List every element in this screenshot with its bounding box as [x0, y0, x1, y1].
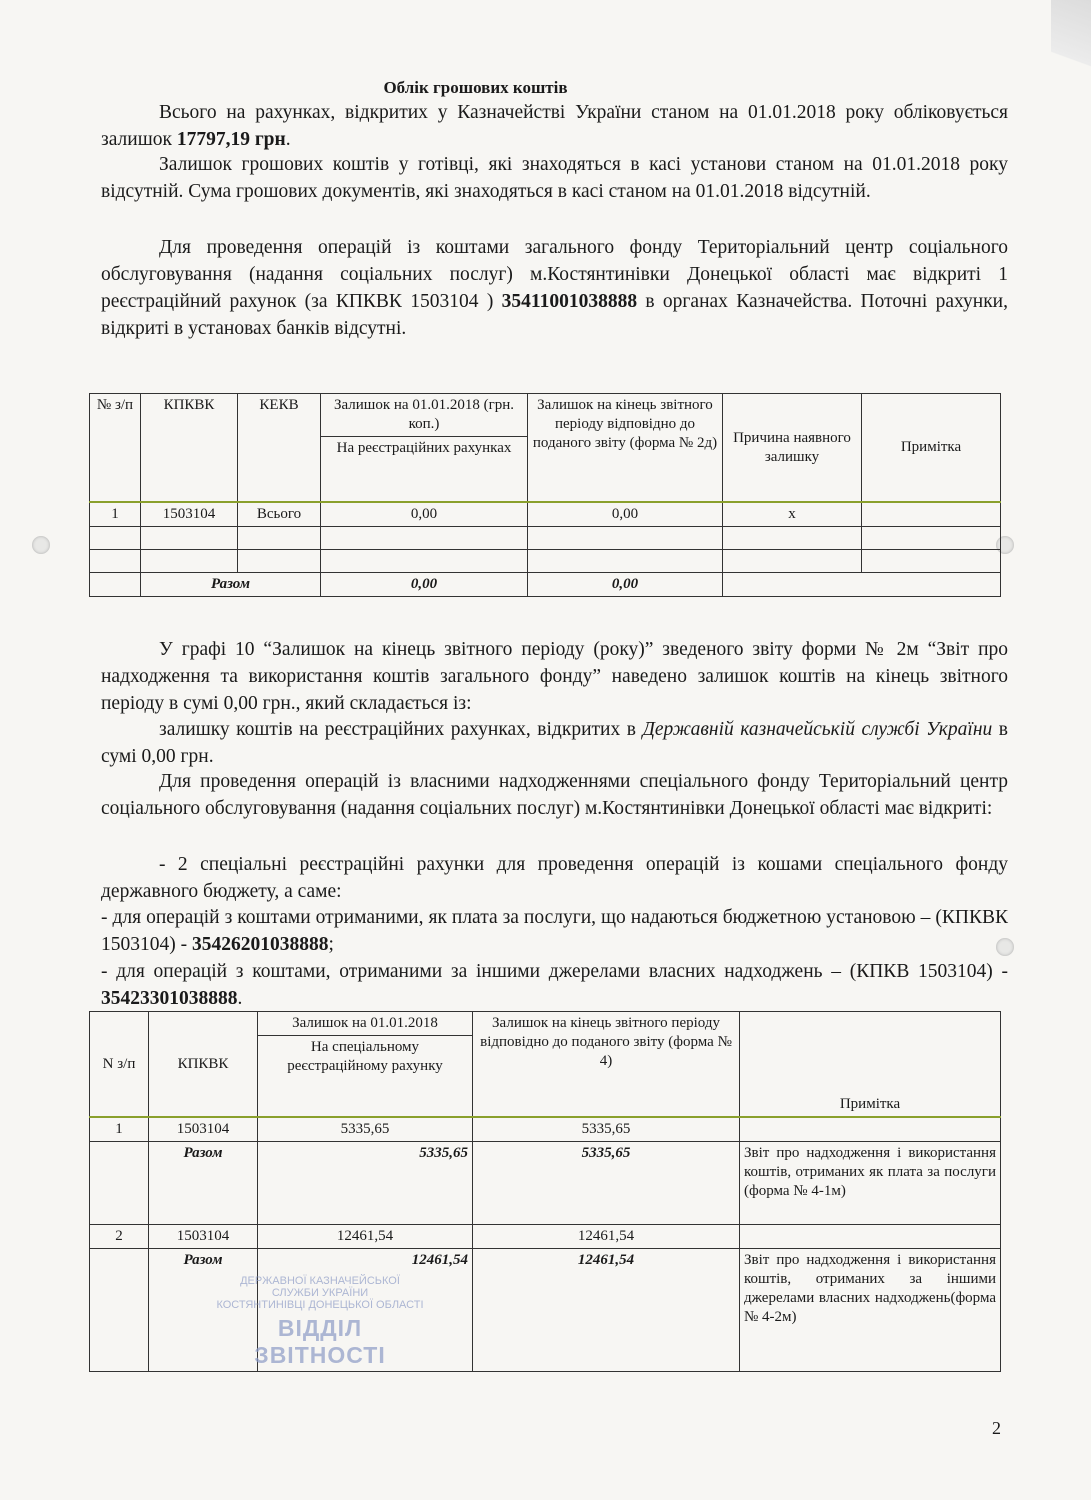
table-total-row: Разом 5335,65 5335,65 Звіт про надходження і використання коштів, отриманих як плата за послуги (форма № 4-1м)	[90, 1142, 1001, 1225]
header-num: № з/п	[90, 394, 141, 503]
table-total-row: Разом 12461,54 12461,54 Звіт про надходження і використання коштів, отриманих за іншими джерелами власних надходжень(форма № 4-2м)	[90, 1249, 1001, 1372]
account-number: 35423301038888	[101, 988, 238, 1009]
account-number: 35426201038888	[192, 934, 329, 955]
paragraph-general-fund: Для проведення операцій із коштами загального фонду Територіальний центр соціального обслуговування (надання соціальних послуг) м.Костянтинівки Донецької області має відкриті 1 реєстраційний рахунок (за КПКВК 1503104 ) 35411001038888 в органах Казначейства. Поточні рахунки, відкриті в установах банків відсутні.	[101, 237, 1008, 339]
paragraph-special-accounts: - 2 спеціальні реєстраційні рахунки для проведення операцій із кошами спеціального фонду державного бюджету, а саме:	[101, 854, 1008, 902]
paragraph-treasury: залишку коштів на реєстраційних рахунках, відкритих в Державній казначейській службі України в сумі 0,00 грн.	[101, 719, 1008, 767]
header-balance-end: Залишок на кінець звітного періоду відповідно до поданого звіту (форма № 4)	[473, 1012, 740, 1118]
paragraph-special-fund: Для проведення операцій із власними надходженнями спеціального фонду Територіальний центр соціального обслуговування (надання соціальних послуг) м.Костянтинівки Донецької області має відкриті:	[101, 771, 1008, 819]
page-number: 2	[992, 1418, 1001, 1438]
header-note: Примітка	[862, 394, 1001, 503]
general-fund-table	[89, 393, 1001, 597]
header-kpkvk: КПКВК	[141, 394, 238, 503]
treasury-stamp: ДЕРЖАВНОЇ КАЗНАЧЕЙСЬКОЇ СЛУЖБИ УКРАЇНИ КОСТЯНТИНІВЦІ ДОНЕЦЬКОЇ ОБЛАСТІ ВІДДІЛ ЗВІТНОСТІ	[216, 1275, 424, 1368]
header-balance-start: Залишок на 01.01.2018 (грн. коп.)	[321, 394, 528, 437]
table-row	[90, 550, 1001, 573]
table-row: 2 1503104 12461,54 12461,54	[90, 1225, 1001, 1249]
header-kekv: КЕКВ	[238, 394, 321, 503]
paragraph-cash: Залишок грошових коштів у готівці, які знаходяться в касі установи станом на 01.01.2018 року відсутній. Сума грошових документів, які знаходяться в касі станом на 01.01.2018 відсутній.	[101, 154, 1008, 202]
paragraph-total-balance: Всього на рахунках, відкритих у Казначействі України станом на 01.01.2018 року обліковується залишок 17797,19 грн.	[101, 102, 1008, 150]
table-row: 1 1503104 Всього 0,00 0,00 х	[90, 502, 1001, 527]
table-total-row: Разом 0,00 0,00	[90, 573, 1001, 597]
header-balance-start-sub: На реєстраційних рахунках	[321, 437, 528, 503]
paragraph-account-services: - для операцій з коштами отриманими, як плата за послуги, що надаються бюджетною установою – (КПКВК 1503104) - 35426201038888;	[101, 907, 1008, 955]
note-cell: Звіт про надходження і використання коштів, отриманих за іншими джерелами власних надходжень(форма № 4-2м)	[740, 1249, 1001, 1372]
punch-hole	[32, 536, 50, 554]
header-note: Примітка	[740, 1012, 1001, 1118]
table-row: 1 1503104 5335,65 5335,65	[90, 1117, 1001, 1142]
paragraph-account-other: - для операцій з коштами, отриманими за іншими джерелами власних надходжень – (КПКВ 1503104) - 35423301038888.	[101, 961, 1008, 1009]
header-balance-end: Залишок на кінець звітного періоду відповідно до поданого звіту (форма № 2д)	[528, 394, 723, 503]
account-number: 35411001038888	[501, 291, 638, 312]
header-reason: Причина наявного залишку	[723, 394, 862, 503]
header-balance-start-sub: На спеціальному реєстраційному рахунку	[258, 1036, 473, 1118]
note-cell: Звіт про надходження і використання коштів, отриманих як плата за послуги (форма № 4-1м)	[740, 1142, 1001, 1225]
total-amount: 17797,19 грн	[176, 129, 286, 150]
paragraph-form-2m: У графі 10 “Залишок на кінець звітного періоду (року)” зведеного звіту форми № 2м “Звіт про надходження та використання коштів загального фонду” наведено залишок коштів на кінець звітного періоду в сумі 0,00 грн., який складається із:	[101, 639, 1008, 714]
section-title: Облік грошових коштів	[383, 78, 568, 97]
header-balance-start: Залишок на 01.01.2018	[258, 1012, 473, 1036]
table-row	[90, 527, 1001, 550]
header-kpkvk: КПКВК	[149, 1012, 258, 1118]
header-num: N з/п	[90, 1012, 149, 1118]
